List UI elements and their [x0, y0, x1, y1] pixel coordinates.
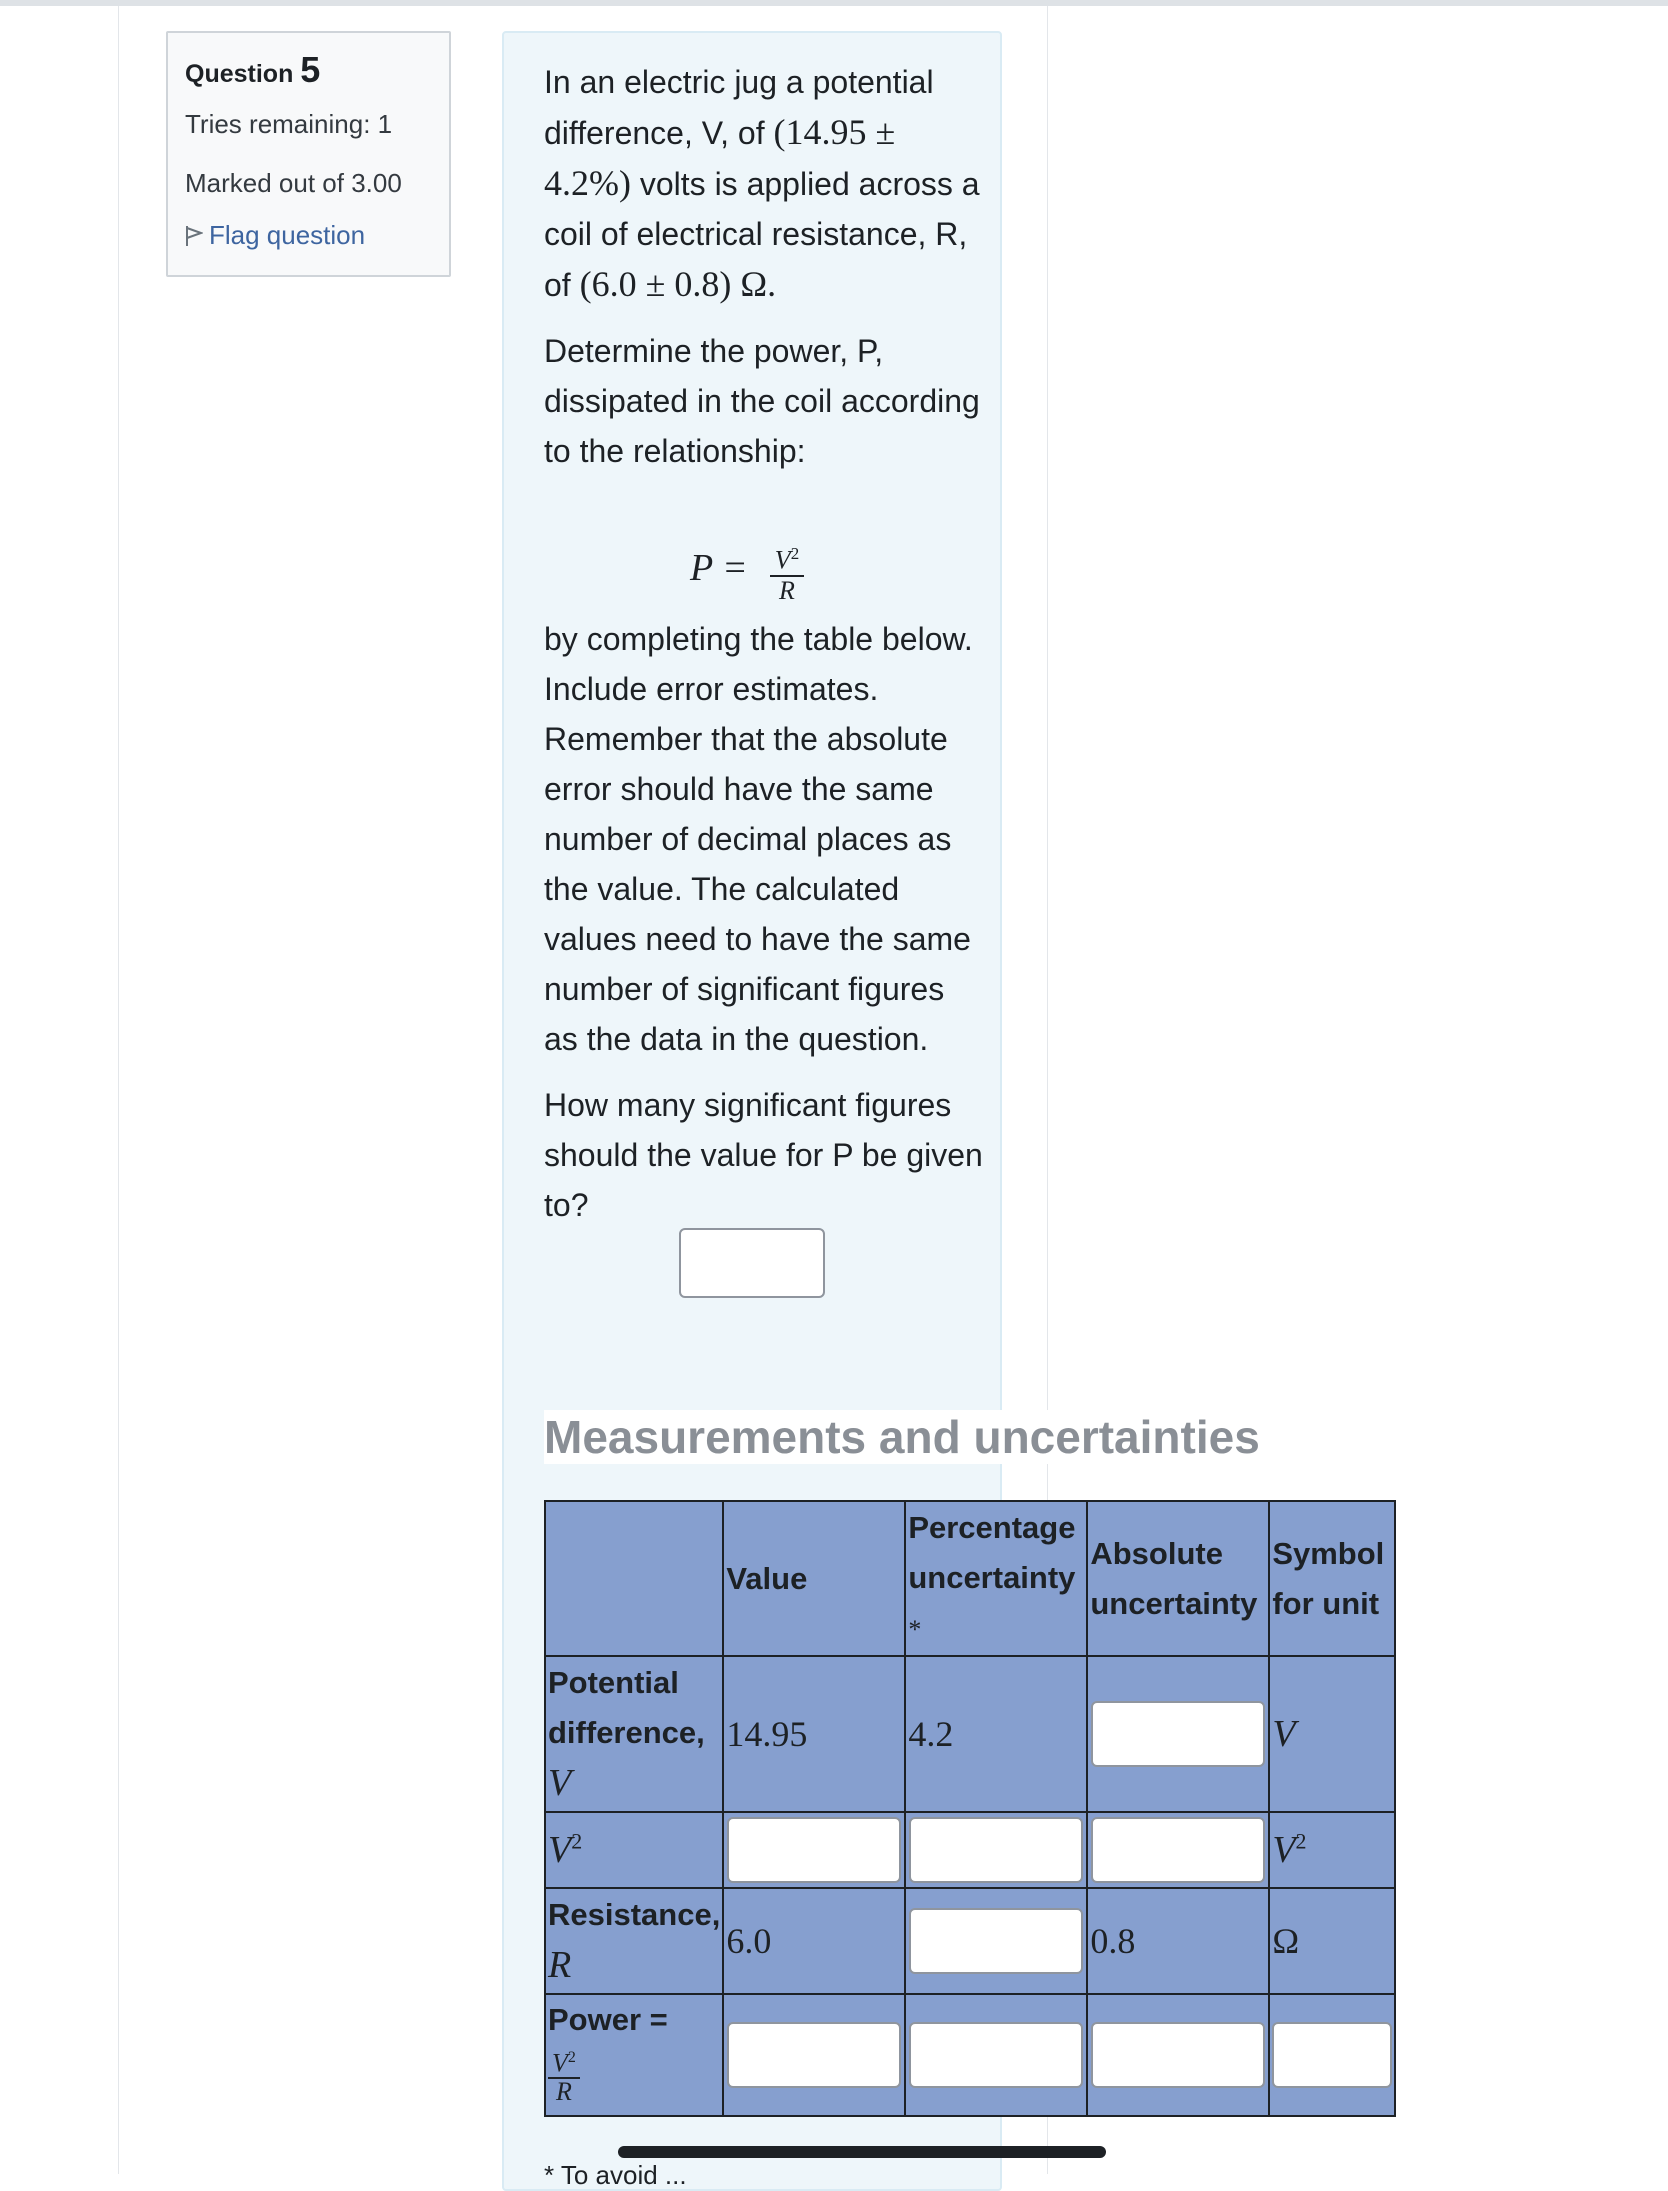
- question-title: Question 5: [185, 49, 321, 90]
- question-paragraph-2: Determine the power, P, dissipated in the coil according to the relationship:: [544, 333, 980, 469]
- question-text: [544, 57, 984, 476]
- header-absolute: Absolute uncertainty: [1087, 1501, 1269, 1656]
- header-value: Value: [723, 1501, 905, 1656]
- cell-symbol: [1269, 1994, 1395, 2116]
- flag-icon: [185, 225, 203, 247]
- measurements-table: [544, 1500, 1396, 2117]
- voltage-expression: (14.95 ± 4.2%): [544, 112, 896, 203]
- percentage-resistance-input[interactable]: [909, 1908, 1083, 1974]
- cell-absolute: [1087, 1994, 1269, 2116]
- percentage-v-squared-input[interactable]: [909, 1817, 1083, 1883]
- cell-absolute: 0.8: [1087, 1888, 1269, 1994]
- question-paragraph-1: In an electric jug a potential difference, V, of (14.95 ± 4.2%) volts is applied across a coil of electrical resistance, R, of (6.0 ± 0.8) Ω.: [544, 64, 980, 304]
- cell-value: 6.0: [723, 1888, 905, 1994]
- row-label-potential-difference: Potential difference, V: [545, 1656, 723, 1812]
- left-divider: [118, 6, 119, 2174]
- table-heading: Measurements and uncertainties: [544, 1411, 1260, 1463]
- absolute-v-squared-input[interactable]: [1091, 1817, 1265, 1883]
- cell-symbol: $V^2$: [1269, 1812, 1395, 1888]
- header-symbol: Symbol for unit: [1269, 1501, 1395, 1656]
- cell-value: [723, 1812, 905, 1888]
- power-formula: P = $\frac{V^2}{R}$: [690, 540, 830, 610]
- footnote: * To avoid ...: [544, 2160, 687, 2190]
- header-empty: [545, 1501, 723, 1656]
- value-v-squared-input[interactable]: [727, 1817, 901, 1883]
- table-row-v-squared: [545, 1812, 1395, 1888]
- flag-question-link[interactable]: [185, 220, 365, 251]
- cell-value: [723, 1994, 905, 2116]
- cell-absolute: [1087, 1656, 1269, 1812]
- table-header-row: [545, 1501, 1395, 1656]
- top-bar: [0, 0, 1668, 6]
- question-paragraph-3: by completing the table below. Include error estimates. Remember that the absolute error should have the same number of decimal places as the value. The calculated values need to have the same number of significant figures as the data in the question.: [544, 621, 973, 1057]
- tries-remaining: Tries remaining: 1: [185, 109, 393, 139]
- cell-value: 14.95: [723, 1656, 905, 1812]
- cell-percentage: [905, 1888, 1087, 1994]
- symbol-power-input[interactable]: [1272, 2022, 1392, 2088]
- horizontal-scrollbar[interactable]: [618, 2146, 1106, 2158]
- cell-symbol: Ω: [1269, 1888, 1395, 1994]
- question-info-panel: [166, 31, 451, 277]
- table-row-potential-difference: [545, 1656, 1395, 1812]
- percentage-power-input[interactable]: [909, 2022, 1083, 2088]
- question-paragraph-4: How many significant figures should the value for P be given to?: [544, 1087, 983, 1223]
- cell-percentage: 4.2: [905, 1656, 1087, 1812]
- question-number: 5: [300, 49, 321, 90]
- marked-out-of: Marked out of 3.00: [185, 168, 402, 198]
- cell-percentage: [905, 1994, 1087, 2116]
- resistance-expression: (6.0 ± 0.8) Ω.: [579, 264, 777, 304]
- question-text-lower: [544, 614, 984, 1230]
- header-percentage: Percentage uncertainty *: [905, 1501, 1087, 1656]
- cell-absolute: [1087, 1812, 1269, 1888]
- table-row-power: [545, 1994, 1395, 2116]
- absolute-power-input[interactable]: [1091, 2022, 1265, 2088]
- row-label-power: Power = $\frac{V^2}{R}$: [545, 1994, 723, 2116]
- value-power-input[interactable]: [727, 2022, 901, 2088]
- row-label-v-squared: $V^2$: [545, 1812, 723, 1888]
- table-row-resistance: [545, 1888, 1395, 1994]
- power-fraction: $\frac{V^2}{R}$: [770, 540, 804, 605]
- flag-question-label: Flag question: [209, 220, 366, 250]
- power-mini-fraction: $\frac{V^2}{R}$: [548, 2045, 580, 2105]
- row-label-resistance: Resistance, R: [545, 1888, 723, 1994]
- cell-percentage: [905, 1812, 1087, 1888]
- cell-symbol: V: [1269, 1656, 1395, 1812]
- absolute-uncertainty-v-input[interactable]: [1091, 1701, 1265, 1767]
- significant-figures-input[interactable]: [679, 1228, 825, 1298]
